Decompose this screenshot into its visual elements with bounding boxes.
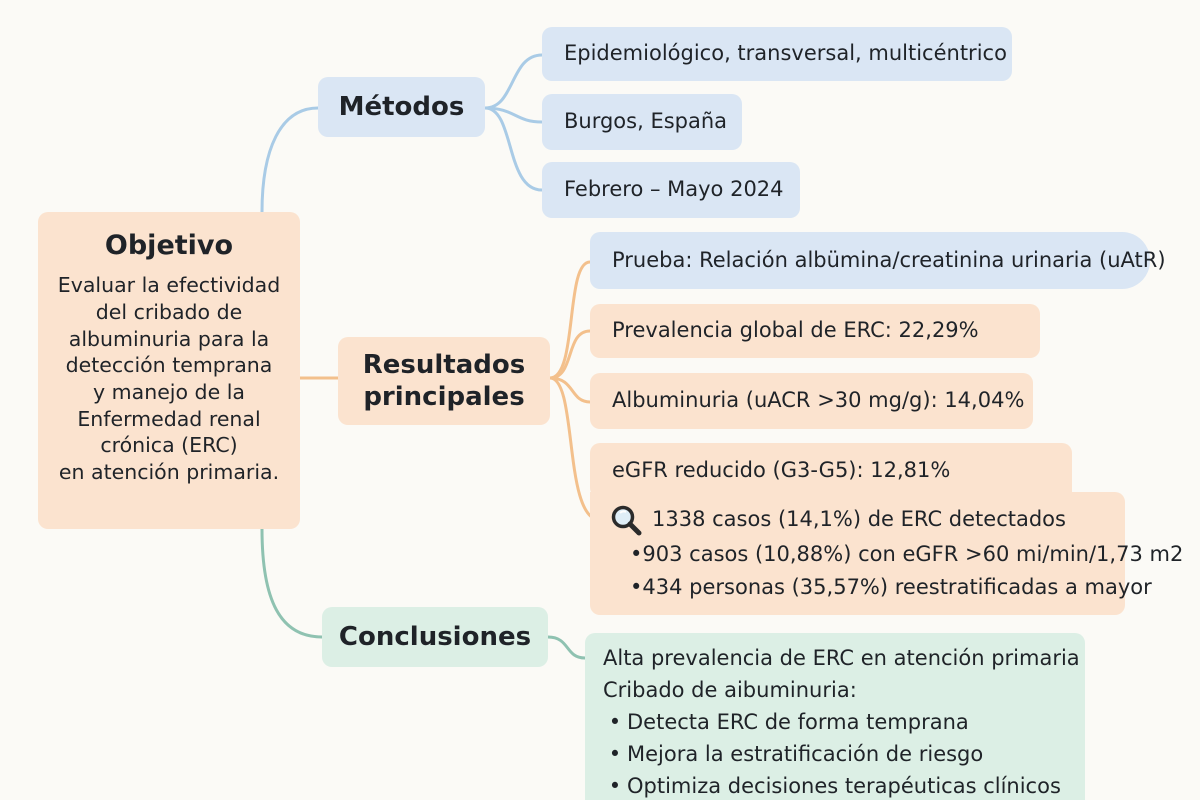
results-albuminuria xyxy=(590,373,1033,429)
connector-methods-1 xyxy=(485,55,542,108)
conclusions-bullet-3-text: Optimiza decisiones terapéuticas clínicos xyxy=(627,774,1061,799)
conclusions-hub xyxy=(322,607,548,667)
results-title-line2: principales xyxy=(363,382,525,412)
conclusions-bullet-2-text: Mejora la estratificación de riesgo xyxy=(627,742,984,767)
connector-conclusions xyxy=(548,637,585,658)
bullet-icon: • xyxy=(630,541,643,566)
methods-design-text: Epidemiológico, transversal, multicéntrico xyxy=(564,41,1007,66)
methods-title: Métodos xyxy=(338,91,465,122)
conclusions-title: Conclusiones xyxy=(338,621,532,652)
conclusions-line-1 xyxy=(603,643,1085,675)
conclusions-box xyxy=(585,633,1085,800)
results-bullet-1 xyxy=(610,538,1184,571)
methods-location xyxy=(542,94,742,150)
results-albuminuria-text: Albuminuria (uACR >30 mg/g): 14,04% xyxy=(612,388,1025,413)
conclusions-line-2 xyxy=(603,675,1085,707)
connector-results-test xyxy=(550,262,590,378)
results-bullet-2 xyxy=(610,571,1152,604)
objective-title: Objetivo xyxy=(104,230,234,261)
conclusions-bullet-2 xyxy=(603,739,1085,771)
conclusions-bullet-3 xyxy=(603,771,1085,800)
results-egfr xyxy=(590,443,1072,498)
results-bullet-2-text: 434 personas (35,57%) reestratificadas a mayor xyxy=(642,574,1152,599)
connector-objective-conclusions xyxy=(262,529,322,637)
conclusions-bullet-1-text: Detecta ERC de forma temprana xyxy=(627,710,969,735)
results-egfr-text: eGFR reducido (G3-G5): 12,81% xyxy=(612,457,951,482)
connector-objective-methods xyxy=(262,108,318,212)
methods-period xyxy=(542,162,800,218)
bullet-icon: • xyxy=(608,742,622,767)
bullet-icon: • xyxy=(608,774,622,799)
bullet-icon: • xyxy=(630,574,643,599)
conclusions-line-2-text: Cribado de aibuminuria: xyxy=(603,678,857,703)
methods-design xyxy=(542,27,1012,81)
results-bullet-1-text: 903 casos (10,88%) con eGFR >60 mi/min/1,73 m2 xyxy=(642,541,1184,566)
results-detected-box xyxy=(590,492,1184,615)
magnifier-icon xyxy=(610,504,642,536)
results-test-text: Prueba: Relación albümina/creatinina urinaria (uAtR) xyxy=(612,247,1166,272)
methods-location-text: Burgos, España xyxy=(564,109,728,134)
methods-hub xyxy=(318,77,485,137)
results-detected-row xyxy=(610,502,1125,538)
methods-period-text: Febrero – Mayo 2024 xyxy=(564,177,784,202)
conclusions-line-1-text: Alta prevalencia de ERC en atención primaria xyxy=(603,646,1080,671)
results-hub xyxy=(338,337,550,425)
results-detected-text: 1338 casos (14,1%) de ERC detectados xyxy=(652,507,1066,532)
results-title-line1: Resultados xyxy=(362,349,526,380)
conclusions-bullet-1 xyxy=(603,707,1085,739)
results-prevalence xyxy=(590,304,1040,358)
results-prevalence-text: Prevalencia global de ERC: 22,29% xyxy=(612,318,979,343)
objective-text: Evaluar la efectividad del cribado de albuminuria para la detección temprana y manejo de la Enfermedad renal crónica (ERC) en atención primaria. xyxy=(57,273,281,484)
results-test xyxy=(590,232,1166,289)
bullet-icon: • xyxy=(608,710,622,735)
objective-box xyxy=(38,212,300,529)
